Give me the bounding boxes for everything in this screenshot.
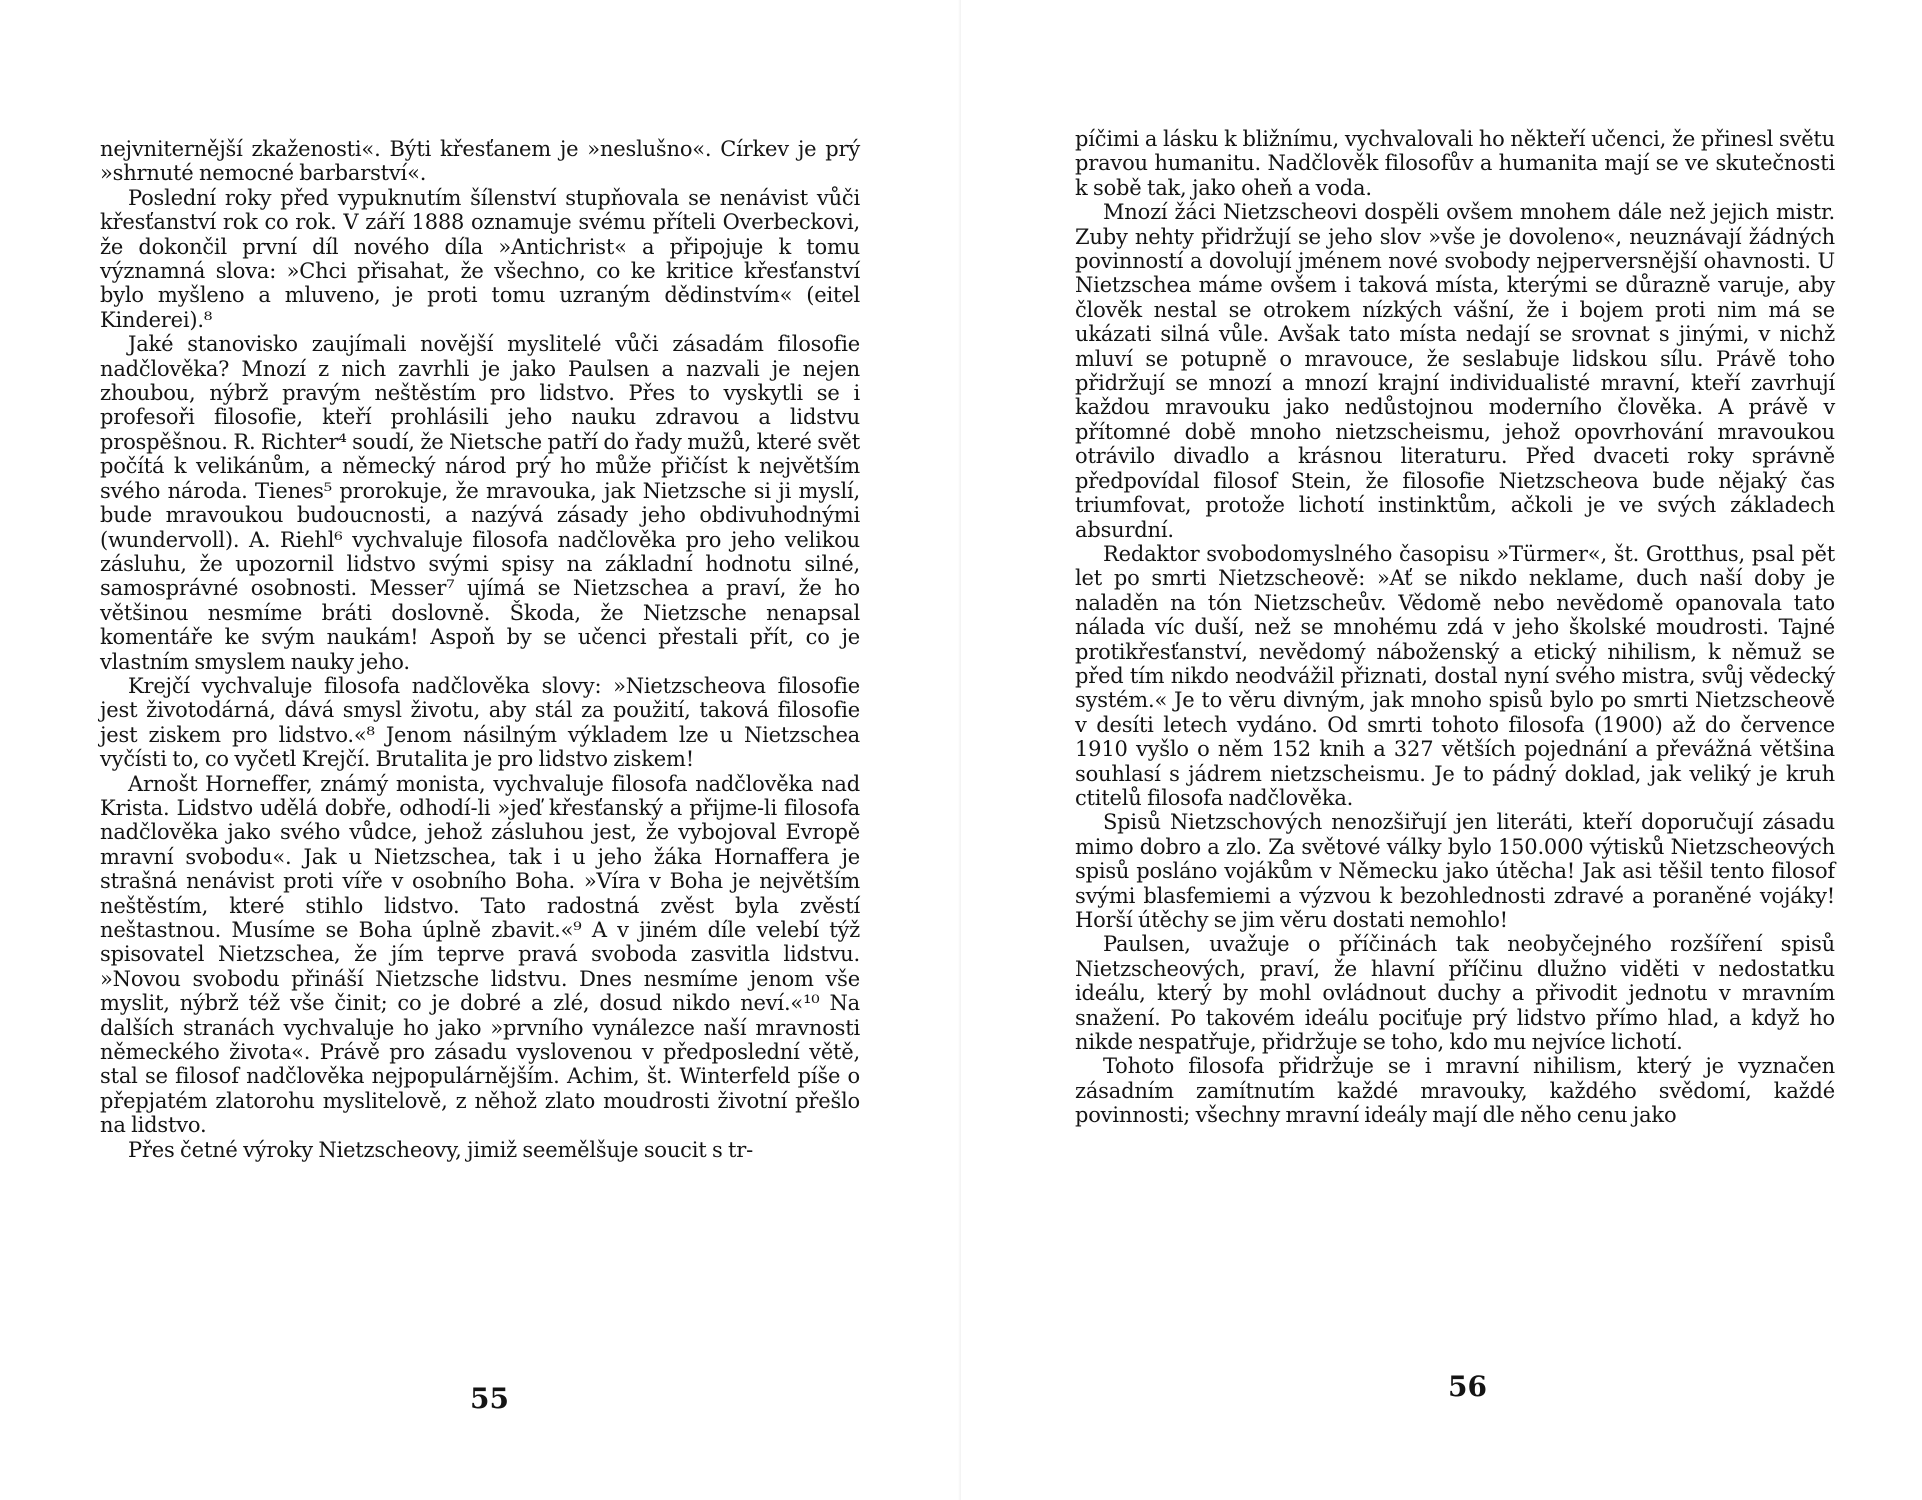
page-number: 55 (470, 1382, 509, 1415)
paragraph: nejvniternější zkaženosti«. Býti křesťanem je »neslušno«. Církev je prý »shrnuté nemocné barbarství«. (100, 137, 860, 186)
paragraph: Tohoto filosofa přidržuje se i mravní nihilism, který je vyznačen zásadním zamítnutím každé mravouky, každého svědomí, každé povinnosti; všechny mravní ideály mají dle něho cenu jako (1075, 1054, 1835, 1128)
paragraph: Krejčí vychvaluje filosofa nadčlověka slovy: »Nietzscheova filosofie jest životodárná, dává smysl životu, aby stál za použití, taková filosofie jest ziskem pro lidstvo.«⁸ Jenom násilným výkladem lze u Nietzschea vyčísti to, co vyčetl Krejčí. Brutalita je pro lidstvo ziskem! (100, 673, 860, 772)
right-page-text (1075, 127, 1835, 1128)
paragraph: Arnošt Horneffer, známý monista, vychvaluje filosofa nadčlověka nad Krista. Lidstvo udělá dobře, odhodí-li »jeď křesťanský a přijme-li filosofa nadčlověka jako svého vůdce, jehož zásluhou jest, že vybojoval Evropě mravní svobodu«. Jak u Nietzschea, tak i u jeho žáka Hornaffera je strašná nenávist proti víře v osobního Boha. »Víra v Boha je největším neštěstím, které stihlo lidstvo. Tato radostná zvěst byla zvěstí neštastnou. Musíme se Boha úplně zbavit.«⁹ A v jiném díle velebí týž spisovatel Nietzschea, že jím teprve pravá svoboda zasvitla lidstvu. »Novou svobodu přináší Nietzsche lidstvu. Dnes nesmíme jenom vše myslit, nýbrž též vše činit; co je dobré a zlé, dosud nikdo neví.«¹⁰ Na dalších stranách vychvaluje ho jako »prvního vynálezce naší mravnosti německého života«. Právě pro zásadu vyslovenou v předposlední větě, stal se filosof nadčlověka nejpopulárnějším. Achim, št. Winterfeld píše o přepjatém zlatorohu myslitelově, z něhož zlato moudrosti životní přešlo na lidstvo. (100, 771, 860, 1138)
paragraph: Přes četné výroky Nietzscheovy, jimiž seemělšuje soucit s tr- (128, 1137, 753, 1162)
paragraph: Mnozí žáci Nietzscheovi dospěli ovšem mnohem dále než jejich mistr. Zuby nehty přidržují se jeho slov »vše je dovoleno«, neuznávají žádných povinností a dovolují jménem nové svobody nejperversnější ohavnosti. U Nietzschea máme ovšem i taková místa, kterými se důrazně varuje, aby člověk nestal se otrokem nízkých vášní, že i bojem proti nim má se ukázati silná vůle. Avšak tato místa nedají se srovnat s jinými, v nichž mluví se potupně o mravouce, že seslabuje lidskou sílu. Právě toho přidržují se mnozí a mnozí krajní individualisté mravní, kteří zavrhují každou mravouku jako nedůstojnou moderního člověka. A právě v přítomné době mnoho nietzscheismu, jehož opovrhování mravoukou otrávilo divadlo a krásnou literaturu. Před dvaceti roky správně předpovídal filosof Stein, že filosofie Nietzscheova bude nějaký čas triumfovat, protože lichotí instinktům, ačkoli je ve svých základech absurdní. (1075, 200, 1835, 542)
left-page-text (100, 137, 860, 1162)
paragraph: Jaké stanovisko zaujímali novější myslitelé vůči zásadám filosofie nadčlověka? Mnozí z nich zavrhli je jako Paulsen a nazvali je nejen zhoubou, nýbrž pravým neštěstím pro lidstvo. Přes to vyskytli se i profesoři filosofie, kteří prohlásili jeho nauku zdravou a lidstvu prospěšnou. R. Richter⁴ soudí, že Nietsche patří do řady mužů, které svět počítá k velikánům, a německý národ prý ho může přičíst k největším svého národa. Tienes⁵ prorokuje, že mravouka, jak Nietzsche si ji myslí, bude mravoukou budoucnosti, a nazývá zásady jeho obdivuhodnými (wundervoll). A. Riehl⁶ vychvaluje filosofa nadčlověka pro jeho velikou zásluhu, že upozornil lidstvo svými spisy na základní hodnotu silné, samosprávné osobnosti. Messer⁷ ujímá se Nietzschea a praví, že ho většinou nesmíme bráti doslovně. Škoda, že Nietzsche nenapsal komentáře ke svým naukám! Aspoň by se učenci přestali přít, co je vlastním smyslem nauky jeho. (100, 332, 860, 674)
paragraph: Poslední roky před vypuknutím šílenství stupňovala se nenávist vůči křesťanství rok co rok. V září 1888 oznamuje svému příteli Overbeckovi, že dokončil první díl nového díla »Antichrist« a připojuje k tomu významná slova: »Chci přisahat, že všechno, co ke kritice křesťanství bylo myšleno a mluveno, je proti tomu uzraným dědinstvím« (eitel Kinderei).⁸ (100, 185, 860, 332)
paragraph: Redaktor svobodomyslného časopisu »Türmer«, št. Grotthus, psal pět let po smrti Nietzscheově: »Ať se nikdo neklame, duch naší doby je naladěn na tón Nietzscheův. Vědomě nebo nevědomě opanovala tato nálada víc duší, než se mnohému zdá v jeho školské moudrosti. Tajné protikřesťanství, nevědomý náboženský a etický nihilism, k němuž se před tím nikdo neodvážil přiznati, dostal nyní svého mistra, svůj vědecký systém.« Je to věru divným, jak mnoho spisů bylo po smrti Nietzscheově v desíti letech vydáno. Od smrti tohoto filosofa (1900) až do července 1910 vyšlo o něm 152 knih a 327 větších pojednání a převážná většina souhlasí s jádrem nietzscheismu. Je to pádný doklad, jak veliký je kruh ctitelů filosofa nadčlověka. (1075, 541, 1835, 810)
paragraph: Spisů Nietzschových nenozšiřují jen literáti, kteří doporučují zásadu mimo dobro a zlo. Za světové války bylo 150.000 výtisků Nietzscheových spisů posláno vojákům v Německu jako útěcha! Jak asi těšil tento filosof svými blasfemiemi a výzvou k bezohlednosti zdravé a poraněné vojáky! Horší útěchy se jim věru dostati nemohlo! (1075, 810, 1835, 932)
page-number: 56 (1448, 1370, 1487, 1403)
paragraph: Paulsen, uvažuje o příčinách tak neobyčejného rozšíření spisů Nietzscheových, praví, že hlavní příčinu dlužno viděti v nedostatku ideálu, který by mohl ovládnout duchy a přivodit jednotu v mravním snažení. Po takovém ideálu pociťuje prý lidstvo přímo hlad, a když ho nikde nespatřuje, přidržuje se toho, kdo mu nejvíce lichotí. (1075, 932, 1835, 1055)
paragraph: píčimi a lásku k bližnímu, vychvalovali ho někteří učenci, že přinesl světu pravou humanitu. Nadčlověk filosofův a humanita mají se ve skutečnosti k sobě tak, jako oheň a voda. (1075, 127, 1835, 200)
right-page (961, 0, 1922, 1500)
